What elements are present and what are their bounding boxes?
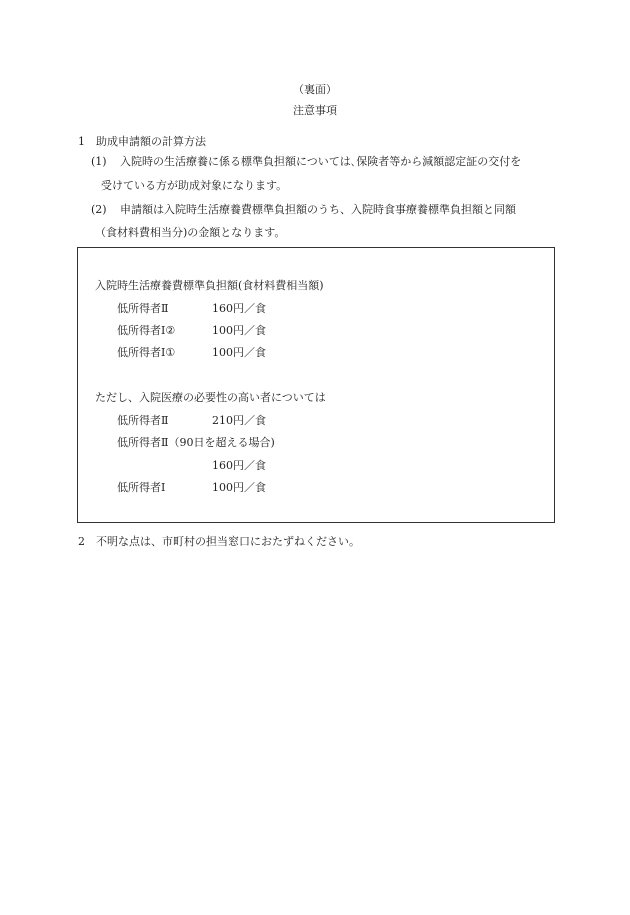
row1-1-label: 低所得者Ⅱ — [117, 302, 169, 315]
row1-2-label: 低所得者Ⅰ② — [117, 324, 176, 337]
row2-1-amount: 210円／食 — [212, 414, 266, 427]
row2-3-label: 低所得者Ⅰ — [117, 481, 166, 494]
item2-line2: （食材料費相当分)の金額となります。 — [95, 226, 286, 239]
item1-line2: 受けている方が助成対象になります。 — [101, 179, 288, 192]
item1-number: (1) — [91, 155, 107, 168]
back-side-label: （裏面） — [293, 83, 337, 96]
row2-2-label: 低所得者Ⅱ（90日を超える場合) — [117, 436, 275, 449]
box-title-high-need: ただし、入院医療の必要性の高い者については — [95, 391, 326, 404]
row1-2-amount: 100円／食 — [212, 324, 266, 337]
row1-1-amount: 160円／食 — [212, 302, 266, 315]
row1-3-amount: 100円／食 — [212, 346, 266, 359]
section1-heading: 1 助成申請額の計算方法 — [78, 135, 206, 148]
box-title-standard: 入院時生活療養費標準負担額(食材料費相当額) — [95, 279, 324, 292]
page-title: 注意事項 — [293, 104, 337, 117]
row2-2-amount: 160円／食 — [212, 459, 266, 472]
item2-number: (2) — [91, 203, 107, 216]
row2-1-label: 低所得者Ⅱ — [117, 414, 169, 427]
row1-3-label: 低所得者Ⅰ① — [117, 346, 176, 359]
row2-3-amount: 100円／食 — [212, 481, 266, 494]
item2-line1: 申請額は入院時生活療養費標準負担額のうち、入院時食事療養標準負担額と同額 — [120, 203, 516, 216]
item1-line1: 入院時の生活療養に係る標準負担額については､保険者等から減額認定証の交付を — [120, 155, 522, 168]
section2-note: 2 不明な点は、市町村の担当窓口におたずねください。 — [78, 535, 360, 548]
